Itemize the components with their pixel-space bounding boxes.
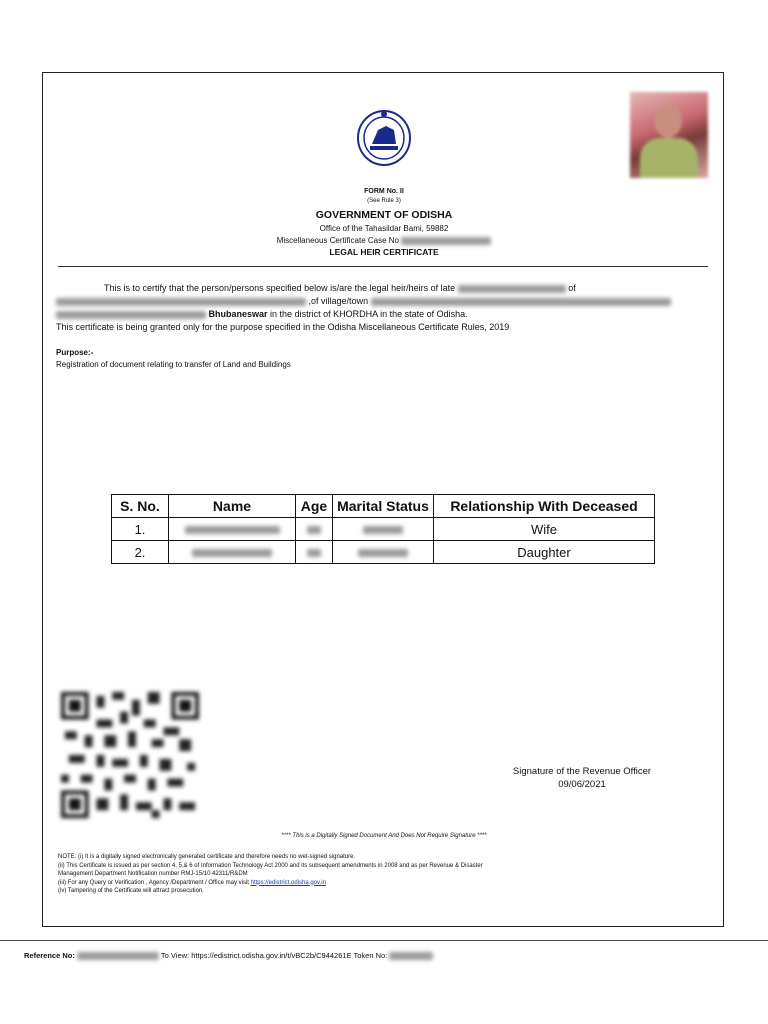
body-line-4: This certificate is being granted only for the purpose specified in the Odisha Miscellaneous Certificate Rules, 2019	[56, 322, 510, 332]
reference-footer: Reference No: To View: https://edistrict.odisha.gov.in/t/vBC2b/C944261E Token No:	[24, 951, 433, 960]
note-2b: Management Department Notification number RMJ-15/10 42311/R&DM	[58, 871, 248, 877]
qr-code	[56, 688, 204, 822]
purpose-text: Registration of document relating to transfer of Land and Buildings	[56, 360, 291, 369]
signature-block	[497, 765, 667, 791]
certificate-title: LEGAL HEIR CERTIFICATE	[329, 247, 439, 257]
legal-heirs-table	[111, 494, 655, 564]
col-marital-status: Marital Status	[333, 495, 434, 518]
footer-divider	[0, 940, 768, 941]
cell-marital-redacted	[333, 541, 434, 564]
digital-signature-note: **** This is a Digitally Signed Document And Does Not Require Signature ****	[281, 833, 487, 839]
table-row	[112, 518, 655, 541]
notes-block	[58, 853, 708, 896]
divider	[58, 266, 708, 267]
signature-title: Signature of the Revenue Officer	[512, 766, 652, 777]
note-1: NOTE: (i) It is a digitally signed electronically generated certificate and therefore needs no wet-signed signature.	[58, 854, 356, 860]
case-number-line: Miscellaneous Certificate Case No	[0, 236, 768, 245]
office-line: Office of the Tahasildar Bami, 59882	[319, 224, 449, 233]
col-age: Age	[296, 495, 333, 518]
verification-link[interactable]: https://edistrict.odisha.gov.in	[250, 879, 326, 886]
cell-sno: 2.	[112, 541, 169, 564]
body-line-1: This is to certify that the person/persons specified below is/are the legal heir/heirs of late of	[104, 283, 576, 293]
col-sno: S. No.	[112, 495, 169, 518]
note-2: (ii) This Certificate is issued as per section 4, 5,& 6 of Information Technology Act 2000 and its subsequent amendments in 2008 and as per Revenue & Disaster	[58, 862, 483, 869]
table-header-row	[112, 495, 655, 518]
table-row	[112, 541, 655, 564]
col-relationship: Relationship With Deceased	[434, 495, 655, 518]
cell-name-redacted	[169, 541, 296, 564]
note-4: (iv) Tampering of the Certificate will attract prosecution.	[58, 888, 204, 894]
cell-relationship: Wife	[434, 518, 655, 541]
signature-date: 09/06/2021	[558, 779, 606, 790]
purpose-label: Purpose:-	[56, 348, 94, 357]
odisha-emblem-icon	[356, 108, 412, 166]
see-rule: (See Rule 3)	[367, 198, 401, 204]
cell-age-redacted	[296, 541, 333, 564]
body-line-2: ,of village/town	[56, 296, 671, 306]
col-name: Name	[169, 495, 296, 518]
cell-relationship: Daughter	[434, 541, 655, 564]
cell-age-redacted	[296, 518, 333, 541]
body-line-3: Bhubaneswar in the district of KHORDHA in the state of Odisha.	[56, 309, 468, 319]
applicant-photo	[630, 92, 708, 178]
form-number: FORM No. II	[364, 188, 404, 195]
cell-sno: 1.	[112, 518, 169, 541]
note-3: (iii) For any Query or Verification , Agency /Department / Office may visit https://edistrict.odisha.gov.in	[58, 879, 326, 886]
cell-name-redacted	[169, 518, 296, 541]
cell-marital-redacted	[333, 518, 434, 541]
government-title: GOVERNMENT OF ODISHA	[315, 209, 453, 221]
